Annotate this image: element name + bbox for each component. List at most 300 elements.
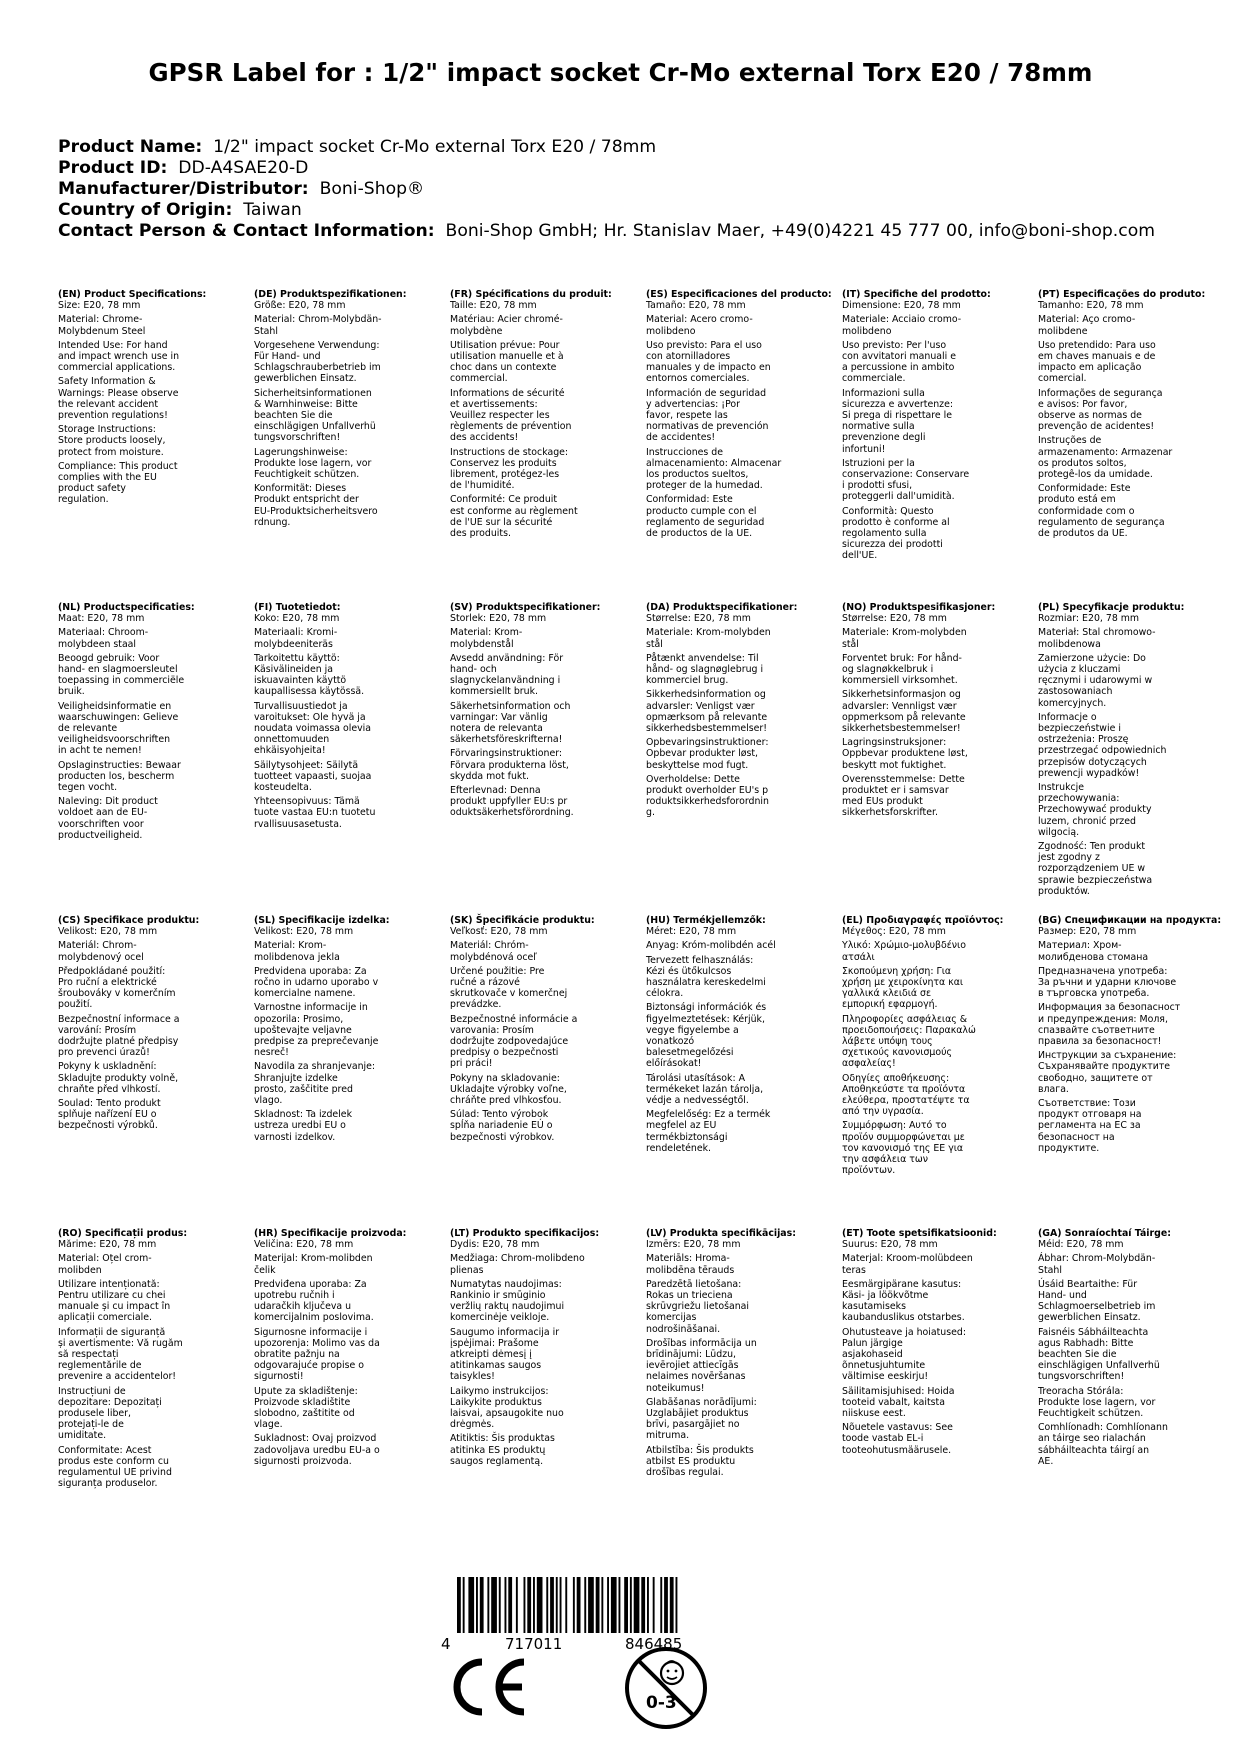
manufacturer-value: Boni-Shop® [319,179,425,199]
barcode-bar [676,1577,678,1633]
spec-line: aplicații comerciale. [58,1312,152,1324]
spec-line: prevádzke. [450,999,502,1011]
spec-line: молибденова стомана [1038,951,1149,963]
spec-line: molibdeno [842,325,892,337]
spec-line: Rankinio ir smūginio [450,1290,546,1302]
barcode-bar [630,1577,632,1633]
spec-line: saugos reglamentą. [450,1455,544,1467]
barcode-bar [641,1577,645,1633]
language-heading: (SK) Špecifikácie produktu: [450,915,595,926]
spec-line: upotrebu ručnih i [254,1290,335,1302]
spec-line: Materiál: Chrom- [58,940,137,952]
spec-line: przechowywania: [1038,793,1120,805]
spec-line: Store products loosely, [58,435,166,447]
spec-line: Instruções de [1038,435,1102,447]
language-heading: (BG) Спецификации на продукта: [1038,915,1222,926]
spec-line: Lagringsinstruksjoner: [842,737,947,749]
barcode-bar [476,1577,478,1633]
spec-line: komercijalnim poslovima. [254,1312,374,1324]
spec-line: comercial. [1038,373,1087,385]
spec-line: et avertissements: [450,398,538,410]
spec-line: την ασφάλεια των [842,1154,928,1166]
spec-line: producto cumple con el [646,505,757,517]
spec-line: Medžiaga: Chrom-molibdeno [450,1253,585,1265]
spec-line: Material: Chrom-Molybdän- [254,314,382,326]
barcode-bar [660,1577,662,1633]
language-block [1038,289,1214,539]
spec-line: Izmērs: E20, 78 mm [646,1239,741,1251]
spec-line: e avisos: Por favor, [1038,398,1128,410]
language-heading: (EL) Προδιαγραφές προϊόντος: [842,915,1004,926]
spec-line: sigurnosti proizvoda. [254,1455,352,1467]
spec-line: и предупреждения: Моля, [1038,1013,1168,1025]
spec-line: Materiale: Acciaio cromo- [842,314,962,326]
spec-line: Πληροφορίες ασφάλειας & [842,1013,968,1025]
spec-line: ατσάλι [842,951,875,963]
spec-line: almacenamiento: Almacenar [646,457,782,469]
spec-line: g. [646,807,655,819]
page-title: GPSR Label for : 1/2" impact socket Cr-Mo external Torx E20 / 78mm [148,58,1093,87]
spec-line: produkt overholder EU's p [646,785,769,797]
spec-line: sikkerhetsforskrifter. [842,807,938,819]
spec-line: ručné a rázové [450,977,520,989]
spec-line: produs este conform cu [58,1455,169,1467]
spec-line: Produkte lose lagern, vor [1038,1396,1156,1408]
spec-line: Pokyny na skladovanie: [450,1072,560,1084]
spec-line: Maat: E20, 78 mm [58,613,145,625]
spec-line: Bezpečnostné informácie a [450,1013,578,1025]
language-block [646,602,822,819]
spec-line: odgovarajuće propise o [254,1360,364,1372]
spec-line: producten los, bescherm [58,770,175,782]
spec-line: Material: Krom- [450,627,523,639]
language-heading: (FI) Tuotetiedot: [254,602,341,613]
spec-line: Size: E20, 78 mm [58,300,141,312]
spec-line: įspėjimai: Prašome [450,1337,539,1349]
spec-line: prevention regulations! [58,410,168,422]
spec-line: продуктите. [1038,1142,1100,1154]
barcode-bar [588,1577,594,1633]
spec-line: sicurezza dei prodotti [842,539,943,551]
barcode-bar [601,1577,603,1633]
spec-line: em chaves manuais e de [1038,351,1156,363]
spec-line: molybdénová oceľ [450,951,537,963]
spec-line: Instrucțiuni de [58,1385,126,1397]
spec-line: luzem, chronić przed [1038,815,1136,827]
spec-line: Veľkosť: E20, 78 mm [450,926,548,938]
spec-line: brīdinājumi: Lūdzu, [646,1349,737,1361]
spec-line: Conformitate: Acest [58,1444,152,1456]
spec-line: siguranța produselor. [58,1478,158,1490]
spec-line: Инструкции за съхранение: [1038,1050,1177,1062]
spec-line: choc dans un contexte [450,362,557,374]
spec-line: Υλικό: Χρώμιο-μολυβδένιο [842,940,966,952]
barcode-bar [560,1577,562,1633]
spec-line: Sikkerhetsinformasjon og [842,689,961,701]
spec-line: Instrukcje [1038,782,1085,794]
spec-line: Konformität: Dieses [254,483,347,495]
spec-line: Eesmärgipärane kasutus: [842,1278,962,1290]
spec-line: protegê-los da umidade. [1038,469,1153,481]
spec-line: upoštevajte veljavne [254,1024,352,1036]
spec-line: Nõuetele vastavus: See [842,1422,953,1434]
spec-line: ręcznymi i udarowymi w [1038,675,1153,687]
spec-line: Predvidena uporaba: Za [254,965,367,977]
spec-line: Forventet bruk: For hånd- [842,652,962,664]
language-heading: (LV) Produkta specifikācijas: [646,1228,796,1239]
spec-line: Säilytysohjeet: Säilytä [254,759,359,771]
spec-line: Molybdenum Steel [58,325,146,337]
spec-line: Размер: E20, 78 mm [1038,926,1137,938]
barcode-bar [647,1577,649,1633]
spec-line: bezpečnosti výrobků. [58,1120,158,1132]
language-block [450,915,626,1143]
spec-line: produktet er i samsvar [842,785,949,797]
spec-line: atitinkamas saugos [450,1360,542,1372]
spec-line: Μέγεθος: E20, 78 mm [842,926,946,938]
spec-line: Súlad: Tento výrobok [450,1109,549,1121]
spec-line: utilisation manuelle et à [450,351,564,363]
spec-line: Materiál: Chróm- [450,940,529,952]
spec-line: normative sulla [842,421,915,433]
spec-line: Käsi- ja löökvõtme [842,1290,929,1302]
spec-line: Sicherheitsinformationen [254,387,372,399]
spec-line: manuales y de impacto en [646,362,771,374]
spec-line: Tarkoitettu käyttö: [254,652,340,664]
spec-line: Efterlevnad: Denna [450,785,541,797]
spec-line: skrūvgriežu lietošanai [646,1301,749,1313]
spec-line: règlements de prévention [450,421,572,433]
spec-line: Tárolási utasítások: A [646,1072,745,1084]
spec-line: sikkerhetsbestemmelser! [842,723,961,735]
barcode-bar [468,1577,474,1633]
spec-line: Paredzētā lietošana: [646,1278,742,1290]
spec-line: dell'UE. [842,550,878,562]
barcode-bar [634,1577,640,1633]
spec-line: drėgmės. [450,1419,495,1431]
spec-line: Materiāls: Hroma- [646,1253,730,1265]
spec-line: obratite pažnju na [254,1349,340,1361]
language-heading: (ES) Especificaciones del producto: [646,289,832,300]
spec-line: εμπορική εφαρμογή. [842,999,938,1011]
spec-line: Beoogd gebruik: Voor [58,652,160,664]
spec-line: stål [842,638,859,650]
spec-line: proteggerli dall'umidità. [842,491,955,503]
spec-line: védje a nedvességtől. [646,1095,749,1107]
spec-line: librement, protégez-les [450,469,560,481]
spec-line: Säilitamisjuhised: Hoida [842,1385,955,1397]
spec-line: sikkerhedsbestemmelser! [646,723,767,735]
language-block [254,915,430,1143]
spec-line: iskuavainten käyttö [254,675,347,687]
spec-line: kasutamiseks [842,1301,906,1313]
spec-line: regulation. [58,494,109,506]
spec-line: voorschriften voor [58,818,144,830]
spec-line: Przechowywać produkty [1038,804,1152,816]
ce-mark-icon [448,1656,530,1718]
product-id-value: DD-A4SAE20-D [178,158,309,178]
language-block [58,289,234,506]
spec-line: Lagerungshinweise: [254,446,348,458]
spec-line: predpise za preprečevanje [254,1036,379,1048]
barcode-bar [607,1577,609,1633]
spec-line: agus Rabhadh: Bitte [1038,1337,1134,1349]
spec-line: tegen vocht. [58,782,118,794]
spec-line: de relevante [58,723,118,735]
barcode-bar [508,1577,512,1633]
spec-line: molybdeeniteräs [254,638,333,650]
spec-line: los productos sueltos, [646,469,749,481]
not-for-children-0-3-icon [623,1645,709,1731]
spec-line: ostrzeżenia: Proszę [1038,734,1129,746]
spec-line: Shranjujte izdelke [254,1072,338,1084]
spec-line: Zgodność: Ten produkt [1038,841,1146,853]
spec-line: nodrošināšanai. [646,1323,721,1335]
language-heading: (IT) Specifiche del prodotto: [842,289,991,300]
spec-line: toode vastab EL-i [842,1433,924,1445]
spec-line: varovania: Prosím [450,1024,534,1036]
spec-line: bezpieczeństwie i [1038,723,1121,735]
barcode-bar [499,1577,501,1633]
barcode-bar [624,1577,628,1633]
spec-line: spĺňa nariadenie EÚ o [450,1120,553,1132]
barcode-bar [463,1577,465,1633]
spec-line: λάβετε υπόψη τους [842,1036,933,1048]
spec-line: dodržujte platné předpisy [58,1036,179,1048]
spec-line: Instrucciones de [646,446,724,458]
spec-line: Pentru utilizare cu chei [58,1290,166,1302]
spec-line: Velikost: E20, 78 mm [254,926,354,938]
barcode-bar [505,1577,507,1633]
barcode-bar [653,1577,655,1633]
spec-line: регламента на ЕС за [1038,1120,1141,1132]
spec-line: onnettomuuden [254,734,330,746]
spec-line: impacto em aplicação [1038,362,1142,374]
spec-line: and impact wrench use in [58,351,180,363]
spec-line: advarsler: Vennligst vær [842,700,957,712]
spec-line: Opslaginstructies: Bewaar [58,759,181,771]
spec-line: przepisów dotyczących [1038,756,1147,768]
spec-line: Pro ruční a elektrické [58,977,157,989]
spec-line: brīvi, pasargājiet no [646,1419,740,1431]
spec-line: tuotteet vapaasti, suojaa [254,770,372,782]
spec-line: molibdene [1038,325,1088,337]
spec-line: przestrzegać odpowiednich [1038,745,1167,757]
spec-line: prosto, zaščitite pred [254,1083,353,1095]
spec-line: varování: Prosím [58,1024,137,1036]
spec-line: Uso pretendido: Para uso [1038,339,1156,351]
spec-line: slagnyckelanvändning i [450,675,561,687]
spec-line: con avvitatori manuali e [842,351,956,363]
spec-line: Istruzioni per la [842,457,915,469]
spec-line: infortuni! [842,443,886,455]
spec-line: termékbiztonsági [646,1131,728,1143]
spec-line: rozporządzeniem UE w [1038,863,1146,875]
spec-line: de l'UE sur la sécurité [450,516,553,528]
spec-line: vlago. [254,1095,283,1107]
spec-line: oppmerksom på relevante [842,711,966,723]
spec-line: Conformidade: Este [1038,483,1131,495]
spec-line: reglementările de [58,1360,142,1372]
spec-line: Conformità: Questo [842,505,934,517]
country-row [58,200,1155,221]
spec-line: de productos de la UE. [646,528,753,540]
spec-line: og slagnøkkelbruk i [842,664,934,676]
spec-line: komercialne namene. [254,988,356,1000]
spec-line: в търговска употреба. [1038,988,1150,1000]
spec-line: predpisy o bezpečnosti [450,1047,559,1059]
barcode-bar [491,1577,497,1633]
language-block [450,1228,626,1467]
spec-line: γαλλικά κλειδιά σε [842,988,932,1000]
spec-line: Materiaali: Kromi- [254,627,338,639]
barcode-bar [516,1577,518,1633]
contact-row [58,221,1155,242]
spec-line: Conformité: Ce produit [450,494,558,506]
spec-line: molibdenowa [1038,638,1101,650]
spec-line: Pokyny k uskladnění: [58,1061,157,1073]
spec-line: Съхранявайте продуктите [1038,1061,1171,1073]
spec-line: Uso previsto: Para el uso [646,339,762,351]
spec-line: ievērojiet attiecīgās [646,1360,739,1372]
spec-line: Tamanho: E20, 78 mm [1038,300,1144,312]
spec-line: Opbevaringsinstruktioner: [646,737,769,749]
spec-line: Οδηγίες αποθήκευσης: [842,1072,950,1084]
spec-line: rendeletének. [646,1142,712,1154]
spec-line: de l'humidité. [450,480,515,492]
spec-line: Biztonsági információk és [646,1002,767,1014]
spec-line: proteger de la humedad. [646,480,763,492]
spec-line: med EUs produkt [842,796,923,808]
spec-line: observe as normas de [1038,410,1142,422]
spec-line: produktów. [1038,885,1090,897]
barcode-bar [619,1577,621,1633]
spec-line: varoitukset: Ole hyvä ja [254,711,366,723]
spec-line: Navodila za shranjevanje: [254,1061,376,1073]
barcode-bar [524,1577,526,1633]
spec-line: nesreč! [254,1047,289,1059]
spec-line: upozorenja: Molimo vas da [254,1337,380,1349]
spec-line: favor, respete las [646,410,728,422]
spec-line: Material: Oțel crom- [58,1253,152,1265]
spec-line: hand- och [450,664,497,676]
spec-line: Conservez les produits [450,457,557,469]
language-block [842,915,1018,1176]
spec-line: Glabāšanas norādījumi: [646,1396,757,1408]
spec-line: Warnings: Please observe [58,387,179,399]
spec-line: Sigurnosne informacije i [254,1326,368,1338]
spec-line: niiskuse eest. [842,1408,906,1420]
spec-line: product safety [58,483,126,495]
spec-line: Utilizare intenționată: [58,1278,160,1290]
spec-line: Taille: E20, 78 mm [450,300,537,312]
spec-line: Predviđena uporaba: Za [254,1278,367,1290]
spec-line: & Warnhinweise: Bitte [254,398,358,410]
spec-line: molybdenstål [450,638,514,650]
spec-line: Materiaal: Chroom- [58,627,149,639]
spec-line: vlage. [254,1419,283,1431]
spec-line: udaračkih ključeva u [254,1301,352,1313]
spec-line: ehkäisyohjeita! [254,745,326,757]
spec-line: προειδοποιήσεις: Παρακαλώ [842,1024,976,1036]
spec-line: des accidents! [450,432,519,444]
spec-line: влага. [1038,1083,1069,1095]
language-heading: (PT) Especificações do produto: [1038,289,1206,300]
barcode-bar [550,1577,554,1633]
spec-line: manuale și cu impact în [58,1301,171,1313]
spec-line: tooteid vabalt, kaitsta [842,1396,945,1408]
language-heading: (GA) Sonraíochtaí Táirge: [1038,1228,1171,1239]
country-label: Country of Origin: [58,200,233,220]
spec-line: commercial applications. [58,362,176,374]
language-block [842,1228,1018,1456]
spec-line: einschlägigen Unfallverhü [254,421,376,433]
barcode-bar [546,1577,548,1633]
spec-line: Méid: E20, 78 mm [1038,1239,1124,1251]
language-heading: (RO) Specificații produs: [58,1228,188,1239]
spec-line: Safety Information & [58,376,156,388]
spec-line: produto está em [1038,494,1116,506]
spec-line: šroubováky v komerčním [58,988,176,1000]
spec-line: Material: Krom- [254,940,327,952]
spec-line: dodržujte zodpovedajúce [450,1036,569,1048]
spec-line: Αποθηκεύστε τα προϊόντα [842,1083,966,1095]
spec-line: Størrelse: E20, 78 mm [842,613,947,625]
spec-line: Informacje o [1038,711,1097,723]
spec-line: și avertismente: Vă rugăm [58,1337,183,1349]
spec-line: sprawie bezpieczeństwa [1038,874,1153,886]
spec-line: Storage Instructions: [58,424,156,436]
barcode-digits-right: 846485 [625,1635,683,1653]
spec-line: Produkt entspricht der [254,494,359,506]
spec-line: Ohutusteave ja hoiatused: [842,1326,966,1338]
spec-line: sigurnosti! [254,1371,304,1383]
spec-line: kommersiell virksomhet. [842,675,958,687]
spec-line: atitinka ES produktų [450,1444,546,1456]
spec-line: prevenire a accidentelor! [58,1371,177,1383]
spec-line: Si prega di rispettare le [842,410,953,422]
spec-line: oduktsäkerhetsförordning. [450,807,574,819]
spec-line: Informações de segurança [1038,387,1163,399]
spec-line: Utilisation prévue: Pour [450,339,560,351]
spec-line: спазвайте съответните [1038,1024,1155,1036]
language-block [254,602,430,830]
language-block [842,289,1018,562]
barcode-digits-mid: 717011 [505,1635,563,1653]
spec-line: entornos comerciales. [646,373,750,385]
language-heading: (CS) Specifikace produktu: [58,915,200,926]
language-heading: (EN) Product Specifications: [58,289,207,300]
spec-line: Velikost: E20, 78 mm [58,926,158,938]
spec-line: voldoet aan de EU- [58,807,148,819]
spec-line: stål [646,638,663,650]
spec-line: normativas de prevención [646,421,769,433]
spec-line: beskytt mot fuktighet. [842,759,947,771]
spec-line: komercyjnych. [1038,697,1107,709]
language-block [646,915,822,1154]
spec-line: Drošības informācija un [646,1337,757,1349]
contact-label: Contact Person & Contact Information: [58,221,435,241]
language-block [1038,1228,1214,1467]
spec-line: asjakohaseid [842,1349,903,1361]
spec-line: megfelel az EU [646,1120,717,1132]
spec-line: čelik [254,1264,276,1276]
spec-line: Soulad: Tento produkt [58,1098,161,1110]
spec-line: conservazione: Conservare [842,469,970,481]
spec-line: vonatkozó [646,1036,695,1048]
spec-line: laisvai, apsaugokite nuo [450,1408,564,1420]
spec-line: termékeket lazán tárolja, [646,1083,764,1095]
